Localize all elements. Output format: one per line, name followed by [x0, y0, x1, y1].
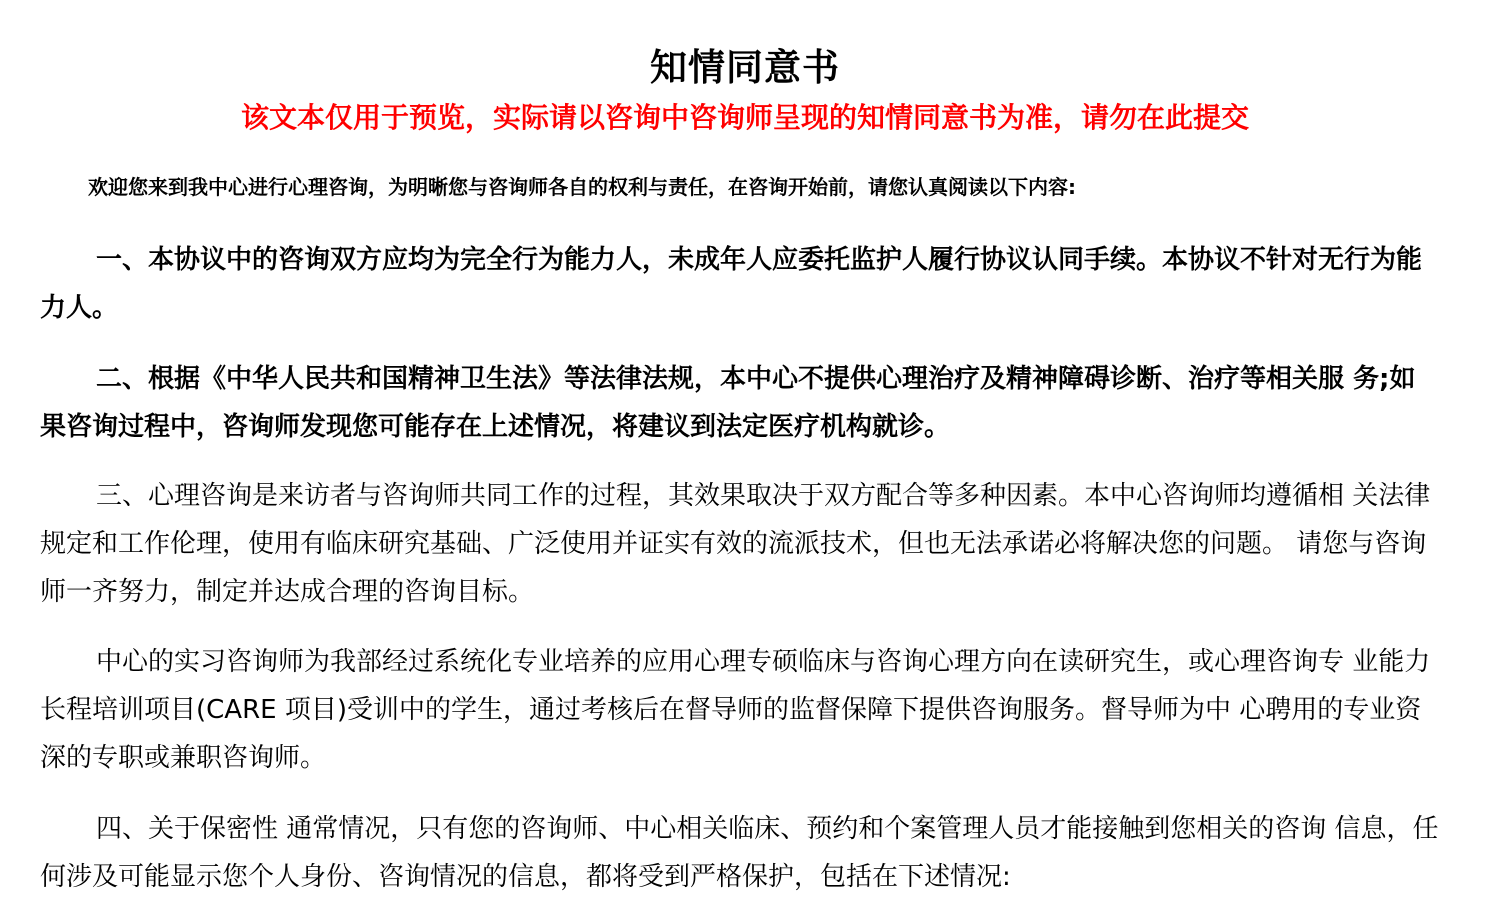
clause-3-paragraph: 三、心理咨询是来访者与咨询师共同工作的过程，其效果取决于双方配合等多种因素。本中心咨询师均遵循相 关法律规定和工作伦理，使用有临床研究基础、广泛使用并证实有效的流派技术，但也无法承诺必将解决您的问题。 请您与咨询师一齐努力，制定并达成合理的咨询目标。: [40, 481, 1431, 607]
document-title: 知情同意书: [650, 46, 840, 89]
intro-text: 欢迎您来到我中心进行心理咨询，为明晰您与咨询师各自的权利与责任，在咨询开始前，请您认真阅读以下内容:: [88, 175, 1076, 199]
clause-4-paragraph: 四、关于保密性 通常情况，只有您的咨询师、中心相关临床、预约和个案管理人员才能接触到您相关的咨询 信息，任何涉及可能显示您个人身份、咨询情况的信息，都将受到严格保护，包括在下述情况:: [40, 814, 1439, 892]
intern-counselor-paragraph: 中心的实习咨询师为我部经过系统化专业培养的应用心理专硕临床与咨询心理方向在读研究生，或心理咨询专 业能力长程培训项目(CARE 项目)受训中的学生，通过考核后在督导师的监督保障下提供咨询服务。督导师为中 心聘用的专业资深的专职或兼职咨询师。: [40, 647, 1431, 773]
clause-1-paragraph: 一、本协议中的咨询双方应均为完全行为能力人，未成年人应委托监护人履行协议认同手续。本协议不针对无行为能力人。: [40, 245, 1423, 323]
clause-2-paragraph: 二、根据《中华人民共和国精神卫生法》等法律法规，本中心不提供心理治疗及精神障碍诊断、治疗等相关服 务;如果咨询过程中，咨询师发现您可能存在上述情况，将建议到法定医疗机构就诊。: [40, 364, 1416, 442]
preview-notice: 该文本仅用于预览，实际请以咨询中咨询师呈现的知情同意书为准，请勿在此提交: [240, 101, 1249, 134]
